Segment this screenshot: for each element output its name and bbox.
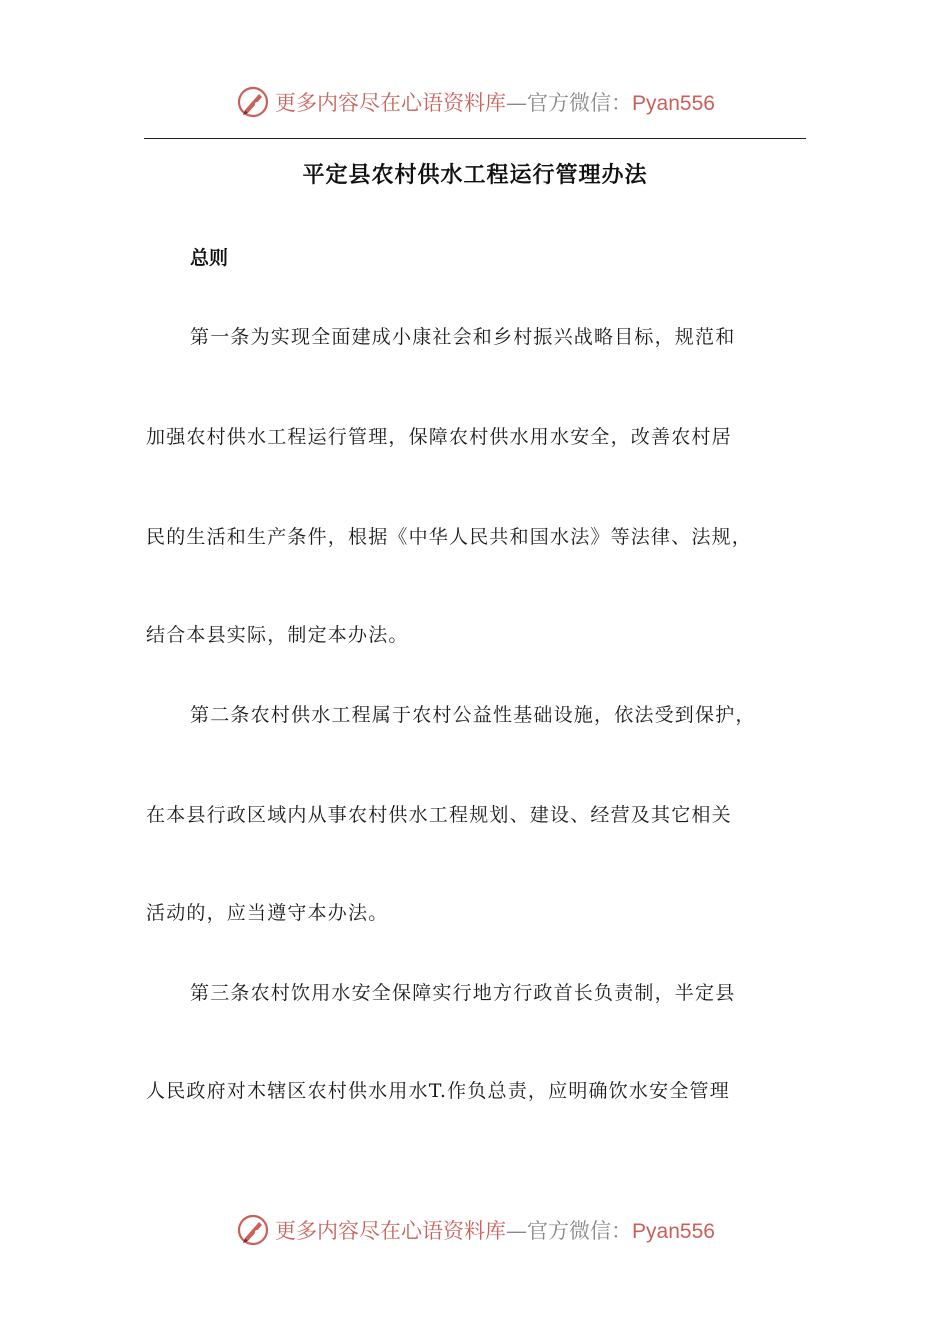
banner-separator: — <box>506 91 528 115</box>
body-line: 民的生活和生产条件，根据《中华人民共和国水法》等法律、法规， <box>146 526 753 548</box>
banner-wechat-label: 官方微信： <box>527 91 633 115</box>
banner-wechat-label: 官方微信： <box>527 1219 633 1243</box>
section-heading: 总则 <box>190 247 229 269</box>
body-line: 第一条为实现全面建成小康社会和乡村振兴战略目标，规范和 <box>190 326 736 348</box>
banner-wechat-id: Pyan556 <box>632 92 715 115</box>
footer-banner <box>0 1208 950 1252</box>
body-line: 第二条农村供水工程属于农村公益性基础设施，依法受到保护， <box>190 704 756 726</box>
body-line: 人民政府对木辖区农村供水用水T.作负总责，应明确饮水安全管理 <box>146 1080 730 1102</box>
banner-text <box>275 87 715 117</box>
body-line: 活动的，应当遵守本办法。 <box>146 902 389 924</box>
pen-logo-icon <box>235 84 271 120</box>
body-line: 第三条农村饮用水安全保障实行地方行政首长负责制，半定县 <box>190 982 736 1004</box>
banner-separator: — <box>506 1219 528 1243</box>
document-title: 平定县农村供水工程运行管理办法 <box>302 163 648 188</box>
header-banner <box>0 80 950 124</box>
body-line: 结合本县实际，制定本办法。 <box>146 624 409 646</box>
banner-main-text: 更多内容尽在心语资料库 <box>275 91 507 115</box>
body-line: 加强农村供水工程运行管理，保障农村供水用水安全，改善农村居 <box>146 426 732 448</box>
body-line: 在本县行政区域内从事农村供水工程规划、建设、经营及其它相关 <box>146 804 732 826</box>
header-divider <box>144 138 806 139</box>
pen-logo-icon <box>235 1212 271 1248</box>
banner-main-text: 更多内容尽在心语资料库 <box>275 1219 507 1243</box>
banner-text <box>275 1215 715 1245</box>
banner-wechat-id: Pyan556 <box>632 1220 715 1243</box>
